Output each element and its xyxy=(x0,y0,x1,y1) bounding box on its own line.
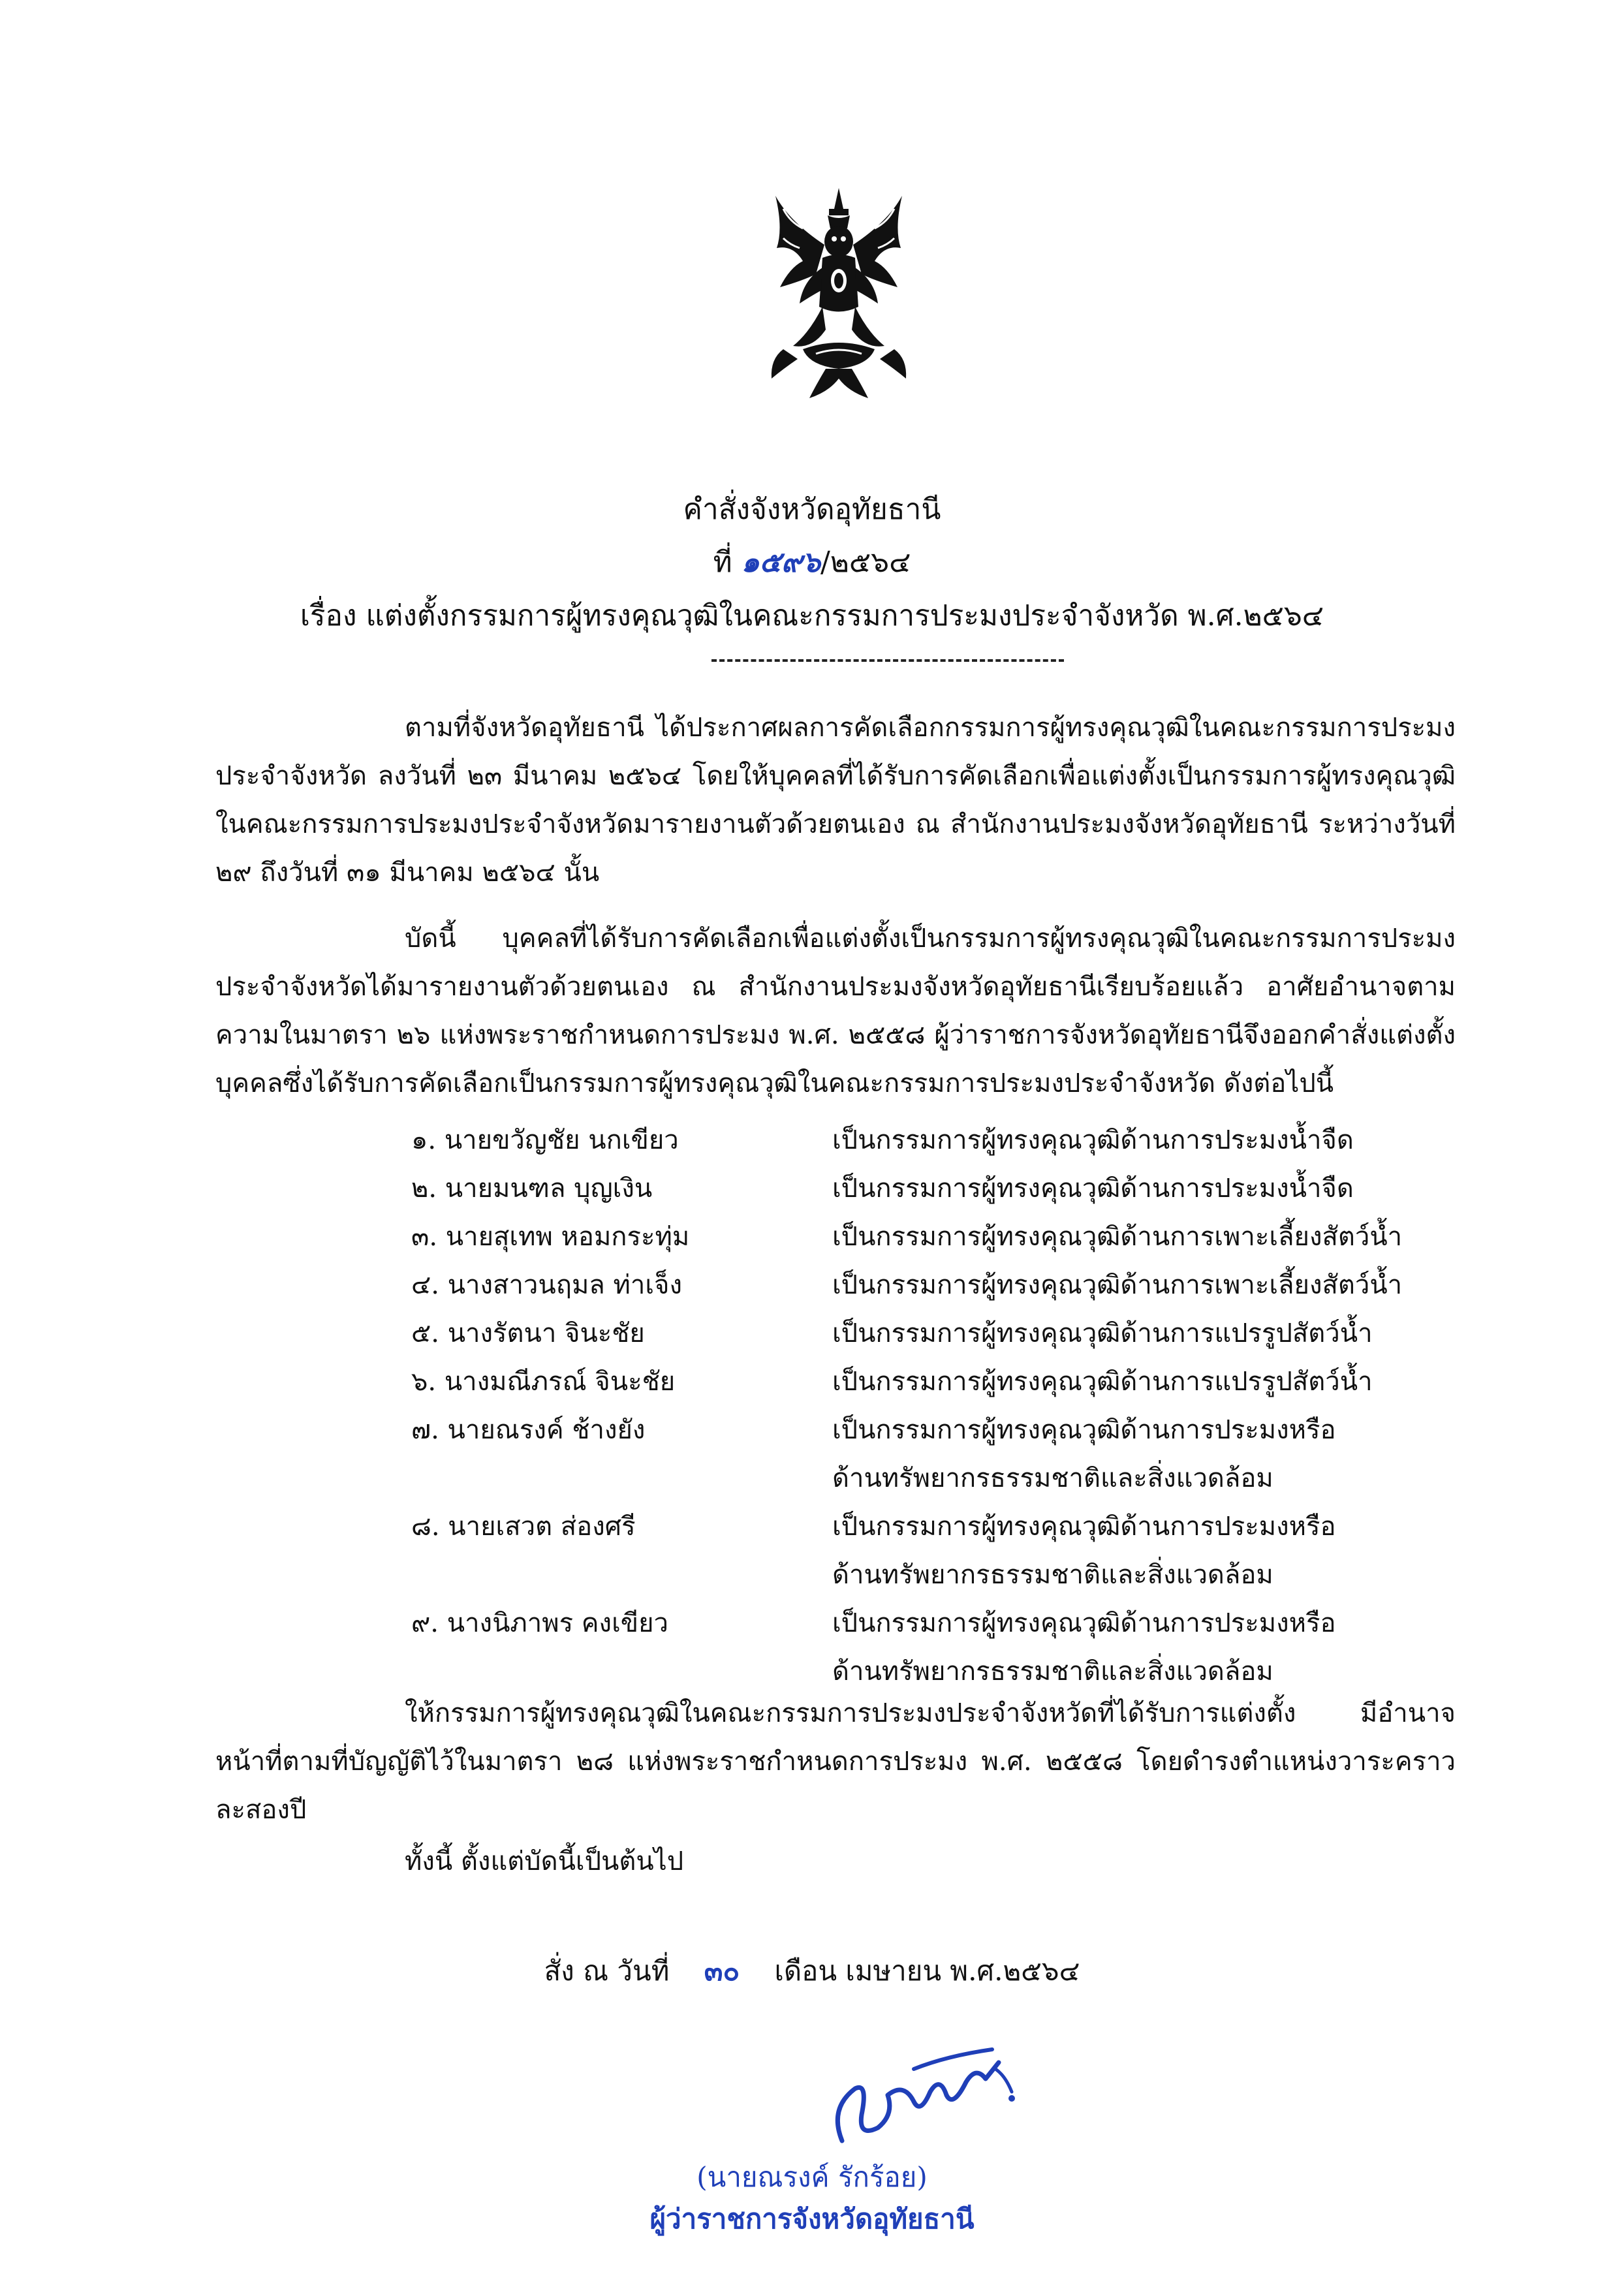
list-item xyxy=(0,1116,1624,1164)
appointee-role: เป็นกรรมการผู้ทรงคุณวุฒิด้านการประมงน้ำจืด xyxy=(832,1174,1354,1204)
appointee-role-continued: ด้านทรัพยากรธรรมชาติและสิ่งแวดล้อม xyxy=(832,1560,1273,1590)
signer-title: ผู้ว่าราชการจังหวัดอุทัยธานี xyxy=(649,2203,975,2235)
appointee-role: เป็นกรรมการผู้ทรงคุณวุฒิด้านการเพาะเลี้ยงสัตว์น้ำ xyxy=(832,1222,1403,1252)
list-item-continuation xyxy=(0,1551,1624,1599)
order-date-suffix: เดือน เมษายน พ.ศ.๒๕๖๔ xyxy=(774,1955,1080,1987)
appointee-name: ๔. นางสาวนฤมล ท่าเจ็ง xyxy=(411,1270,682,1300)
appointee-role-continued: ด้านทรัพยากรธรรมชาติและสิ่งแวดล้อม xyxy=(832,1463,1273,1493)
paragraph-appointment: บัดนี้ บุคคลที่ได้รับการคัดเลือกเพื่อแต่งตั้งเป็นกรรมการผู้ทรงคุณวุฒิในคณะกรรมการประมงประจำจังหวัดได้มารายงานตัวด้วยตนเอง ณ สำนักงานประมงจังหวัดอุทัยธานีเรียบร้อยแล้ว อาศัยอำนาจตามความในมาตรา ๒๖ แห่งพระราชกำหนดการประมง พ.ศ. ๒๕๕๘ ผู้ว่าราชการจังหวัดอุทัยธานีจึงออกคำสั่งแต่งตั้งบุคคลซึ่งได้รับการคัดเลือกเป็นกรรมการผู้ทรงคุณวุฒิในคณะกรรมการประมงประจำจังหวัด ดังต่อไปนี้ xyxy=(215,924,1456,1098)
order-date-day: ๓๐ xyxy=(704,1955,740,1987)
list-item xyxy=(0,1164,1624,1213)
appointee-name: ๘. นายเสวต ส่องศรี xyxy=(411,1512,636,1542)
paragraph-duties: ให้กรรมการผู้ทรงคุณวุฒิในคณะกรรมการประมงประจำจังหวัดที่ได้รับการแต่งตั้ง มีอำนาจหน้าที่ตามที่บัญญัติไว้ในมาตรา ๒๘ แห่งพระราชกำหนดการประมง พ.ศ. ๒๕๕๘ โดยดำรงตำแหน่งวาระคราวละสองปี xyxy=(215,1698,1456,1825)
list-item xyxy=(0,1358,1624,1406)
list-item xyxy=(0,1502,1624,1551)
appointee-name: ๗. นายณรงค์ ช้างยัง xyxy=(411,1415,646,1445)
order-number-prefix: ที่ xyxy=(713,546,732,579)
handwritten-signature xyxy=(816,2030,1025,2160)
appointee-name: ๑. นายขวัญชัย นกเขียว xyxy=(411,1125,679,1155)
list-item-continuation xyxy=(0,1647,1624,1696)
appointee-role: เป็นกรรมการผู้ทรงคุณวุฒิด้านการเพาะเลี้ยงสัตว์น้ำ xyxy=(832,1270,1403,1300)
order-number xyxy=(0,544,1624,582)
document-subject: เรื่อง แต่งตั้งกรรมการผู้ทรงคุณวุฒิในคณะกรรมการประมงประจำจังหวัด พ.ศ.๒๕๖๔ xyxy=(300,599,1324,632)
signer-name: (นายณรงค์ รักร้อย) xyxy=(696,2161,928,2193)
appointee-name: ๙. นางนิภาพร คงเขียว xyxy=(411,1608,669,1638)
list-item-continuation xyxy=(0,1454,1624,1502)
appointee-role-continued: ด้านทรัพยากรธรรมชาติและสิ่งแวดล้อม xyxy=(832,1657,1273,1687)
appointee-name: ๕. นางรัตนา จินะชัย xyxy=(411,1318,645,1348)
list-item xyxy=(0,1213,1624,1261)
appointee-role: เป็นกรรมการผู้ทรงคุณวุฒิด้านการแปรรูปสัตว์น้ำ xyxy=(832,1318,1373,1348)
appointee-list xyxy=(0,1116,1624,1696)
list-item xyxy=(0,1309,1624,1358)
order-date-prefix: สั่ง ณ วันที่ xyxy=(544,1955,670,1987)
appointee-role: เป็นกรรมการผู้ทรงคุณวุฒิด้านการประมงหรือ xyxy=(832,1608,1336,1638)
appointee-role: เป็นกรรมการผู้ทรงคุณวุฒิด้านการประมงน้ำจืด xyxy=(832,1125,1354,1155)
garuda-emblem-icon xyxy=(764,183,914,405)
appointee-role: เป็นกรรมการผู้ทรงคุณวุฒิด้านการแปรรูปสัตว์น้ำ xyxy=(832,1367,1373,1397)
appointee-name: ๒. นายมนฑล บุญเงิน xyxy=(411,1174,653,1204)
appointee-role: เป็นกรรมการผู้ทรงคุณวุฒิด้านการประมงหรือ xyxy=(832,1512,1336,1542)
list-item xyxy=(0,1599,1624,1647)
order-date xyxy=(0,1952,1624,1991)
dashed-divider xyxy=(711,659,1064,662)
order-number-handwritten: ๑๕๙๖ xyxy=(741,546,821,579)
appointee-role: เป็นกรรมการผู้ทรงคุณวุฒิด้านการประมงหรือ xyxy=(832,1415,1336,1445)
order-number-suffix: /๒๕๖๔ xyxy=(820,546,911,579)
paragraph-effective: ทั้งนี้ ตั้งแต่บัดนี้เป็นต้นไป xyxy=(405,1846,684,1876)
appointee-name: ๓. นายสุเทพ หอมกระทุ่ม xyxy=(411,1222,690,1252)
list-item xyxy=(0,1406,1624,1454)
list-item xyxy=(0,1261,1624,1309)
document-title: คำสั่งจังหวัดอุทัยธานี xyxy=(683,493,941,526)
paragraph-background: ตามที่จังหวัดอุทัยธานี ได้ประกาศผลการคัดเลือกกรรมการผู้ทรงคุณวุฒิในคณะกรรมการประมงประจำจังหวัด ลงวันที่ ๒๓ มีนาคม ๒๕๖๔ โดยให้บุคคลที่ได้รับการคัดเลือกเพื่อแต่งตั้งเป็นกรรมการผู้ทรงคุณวุฒิในคณะกรรมการประมงประจำจังหวัดมารายงานตัวด้วยตนเอง ณ สำนักงานประมงจังหวัดอุทัยธานี ระหว่างวันที่ ๒๙ ถึงวันที่ ๓๑ มีนาคม ๒๕๖๔ นั้น xyxy=(215,713,1456,888)
appointee-name: ๖. นางมณีภรณ์ จินะชัย xyxy=(411,1367,676,1397)
